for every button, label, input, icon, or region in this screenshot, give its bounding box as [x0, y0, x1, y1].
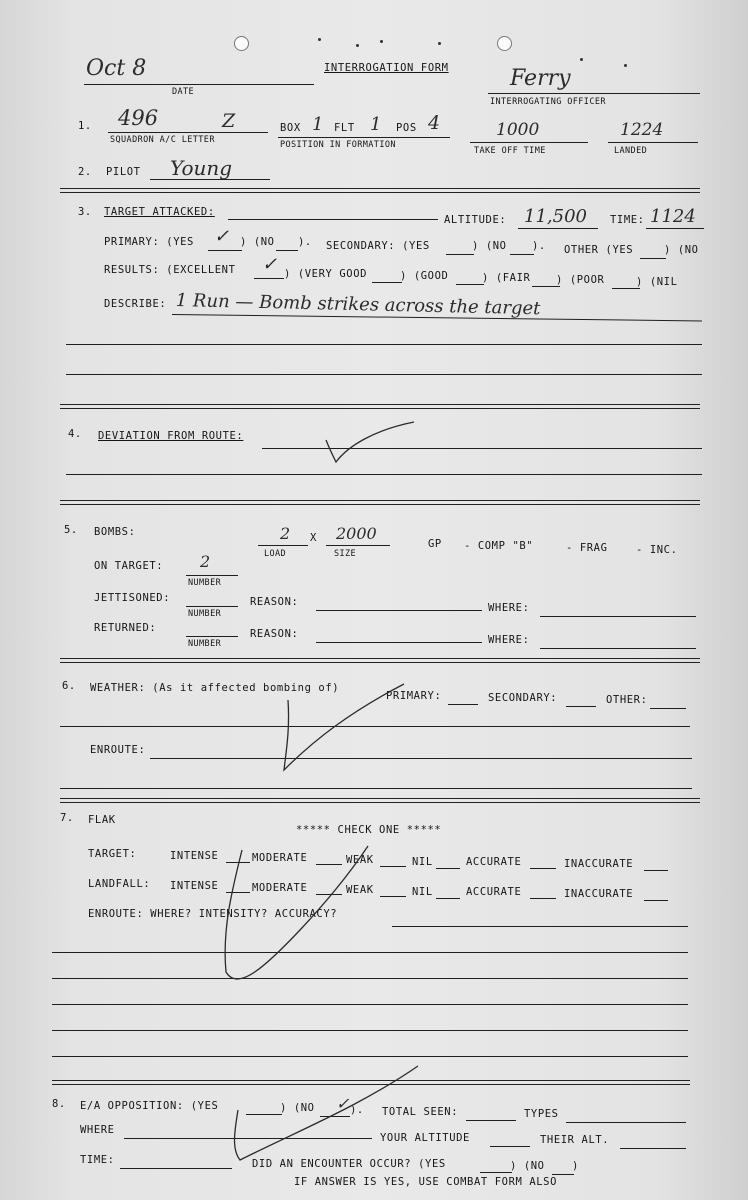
secondary-no-label: ) (NO [472, 240, 507, 252]
pos-label: POS [396, 122, 417, 134]
target-intense: INTENSE [170, 850, 219, 862]
primary-end: ). [298, 236, 312, 248]
total-seen-label: TOTAL SEEN: [382, 1106, 459, 1118]
section-7-number: 7. [60, 812, 74, 824]
weather-secondary-label: SECONDARY: [488, 692, 558, 704]
target-accurate: ACCURATE [466, 856, 522, 868]
section-4-number: 4. [68, 428, 82, 440]
landed-label: LANDED [614, 146, 648, 156]
your-altitude-label: YOUR ALTITUDE [380, 1132, 470, 1144]
flt-value: 1 [370, 114, 382, 135]
flt-label: FLT [334, 122, 355, 134]
nil-label: ) (NIL [636, 276, 678, 288]
number-label-3: NUMBER [188, 639, 222, 649]
encounter-end: ) [572, 1160, 579, 1172]
their-altitude-label: THEIR ALT. [540, 1134, 610, 1146]
ea-time-label: TIME: [80, 1154, 115, 1166]
number-label-2: NUMBER [188, 609, 222, 619]
pos-value: 4 [428, 112, 441, 134]
other-yes-label: OTHER (YES [564, 244, 634, 256]
on-target-value: 2 [200, 552, 211, 571]
encounter-label: DID AN ENCOUNTER OCCUR? (YES [252, 1158, 446, 1170]
takeoff-value: 1000 [496, 120, 540, 140]
section-5-number: 5. [64, 524, 78, 536]
squadron-value: 496 [118, 106, 159, 130]
officer-value: Ferry [510, 66, 571, 91]
landed-value: 1224 [620, 120, 664, 140]
section-1-number: 1. [78, 120, 92, 132]
ea-end: ). [350, 1104, 364, 1116]
primary-yes-label: PRIMARY: (YES [104, 236, 194, 248]
results-excellent-label: RESULTS: (EXCELLENT [104, 264, 236, 276]
returned-reason-label: REASON: [250, 628, 299, 640]
good-label: ) (GOOD [400, 270, 449, 282]
primary-check: ✓ [214, 226, 230, 247]
pilot-label: PILOT [106, 166, 141, 178]
target-weak: WEAK [346, 854, 374, 866]
flak-check-stroke [225, 846, 368, 979]
primary-no-label: ) (NO [240, 236, 275, 248]
flak-label: FLAK [88, 814, 116, 826]
deviation-label: DEVIATION FROM ROUTE: [98, 430, 244, 442]
encounter-no-label: ) (NO [510, 1160, 545, 1172]
types-label: TYPES [524, 1108, 559, 1120]
section-6-number: 6. [62, 680, 76, 692]
ea-where-label: WHERE [80, 1124, 115, 1136]
number-label-1: NUMBER [188, 578, 222, 588]
combat-form-note: IF ANSWER IS YES, USE COMBAT FORM ALSO [294, 1176, 558, 1188]
returned-where-label: WHERE: [488, 634, 530, 646]
weather-other-label: OTHER: [606, 694, 648, 706]
position-label: POSITION IN FORMATION [280, 140, 396, 150]
altitude-label: ALTITUDE: [444, 214, 507, 226]
bombs-label: BOMBS: [94, 526, 136, 538]
landfall-intense: INTENSE [170, 880, 219, 892]
jettisoned-reason-label: REASON: [250, 596, 299, 608]
size-label: SIZE [334, 549, 357, 559]
weather-check-stroke [284, 684, 404, 770]
target-nil: NIL [412, 856, 433, 868]
bomb-x-label: X [310, 532, 317, 544]
secondary-yes-label: SECONDARY: (YES [326, 240, 430, 252]
aircraft-letter-value: Z [222, 110, 236, 132]
ea-check-stroke [235, 1066, 419, 1160]
landfall-moderate: MODERATE [252, 882, 308, 894]
flak-enroute-label: ENROUTE: WHERE? INTENSITY? ACCURACY? [88, 908, 338, 920]
squadron-label: SQUADRON A/C LETTER [110, 135, 215, 145]
on-target-label: ON TARGET: [94, 560, 164, 572]
time-value: 1124 [650, 206, 696, 227]
takeoff-label: TAKE OFF TIME [474, 146, 546, 156]
weather-enroute-label: ENROUTE: [90, 744, 146, 756]
ea-opposition-label: E/A OPPOSITION: (YES [80, 1100, 219, 1112]
other-no-label: ) (NO [664, 244, 699, 256]
landfall-weak: WEAK [346, 884, 374, 896]
target-inaccurate: INACCURATE [564, 858, 634, 870]
flak-target-label: TARGET: [88, 848, 137, 860]
weather-primary-label: PRIMARY: [386, 690, 442, 702]
describe-value: 1 Run — Bomb strikes across the target [175, 290, 541, 320]
jettisoned-where-label: WHERE: [488, 602, 530, 614]
very-good-label: ) (VERY GOOD [284, 268, 368, 280]
check-one-label: ***** CHECK ONE ***** [296, 824, 442, 836]
officer-label: INTERROGATING OFFICER [490, 97, 606, 107]
flak-landfall-label: LANDFALL: [88, 878, 151, 890]
inc-label: - INC. [636, 544, 678, 556]
altitude-value: 11,500 [524, 206, 587, 227]
bomb-load-value: 2 [280, 524, 291, 543]
returned-label: RETURNED: [94, 622, 157, 634]
box-value: 1 [312, 114, 324, 135]
section-8-number: 8. [52, 1098, 66, 1110]
ea-no-label: ) (NO [280, 1102, 315, 1114]
landfall-accurate: ACCURATE [466, 886, 522, 898]
frag-label: - FRAG [566, 542, 608, 554]
ea-no-check: ✓ [336, 1094, 350, 1113]
time-label: TIME: [610, 214, 645, 226]
landfall-nil: NIL [412, 886, 433, 898]
landfall-inaccurate: INACCURATE [564, 888, 634, 900]
jettisoned-label: JETTISONED: [94, 592, 171, 604]
section-2-number: 2. [78, 166, 92, 178]
date-label: DATE [172, 87, 195, 97]
poor-label: ) (POOR [556, 274, 605, 286]
weather-label: WEATHER: (As it affected bombing of) [90, 682, 340, 694]
target-attacked-label: TARGET ATTACKED: [104, 206, 215, 218]
comp-b-label: - COMP "B" [464, 540, 534, 552]
load-label: LOAD [264, 549, 287, 559]
form-title: INTERROGATION FORM [324, 62, 449, 74]
fair-label: ) (FAIR [482, 272, 531, 284]
results-check: ✓ [262, 254, 278, 275]
describe-label: DESCRIBE: [104, 298, 167, 310]
box-label: BOX [280, 122, 301, 134]
pilot-value: Young [170, 156, 233, 180]
section-3-number: 3. [78, 206, 92, 218]
secondary-end: ). [532, 240, 546, 252]
deviation-check-stroke [326, 422, 414, 462]
date-value: Oct 8 [86, 56, 147, 81]
bomb-size-value: 2000 [336, 524, 377, 543]
gp-label: GP [428, 538, 442, 550]
target-moderate: MODERATE [252, 852, 308, 864]
